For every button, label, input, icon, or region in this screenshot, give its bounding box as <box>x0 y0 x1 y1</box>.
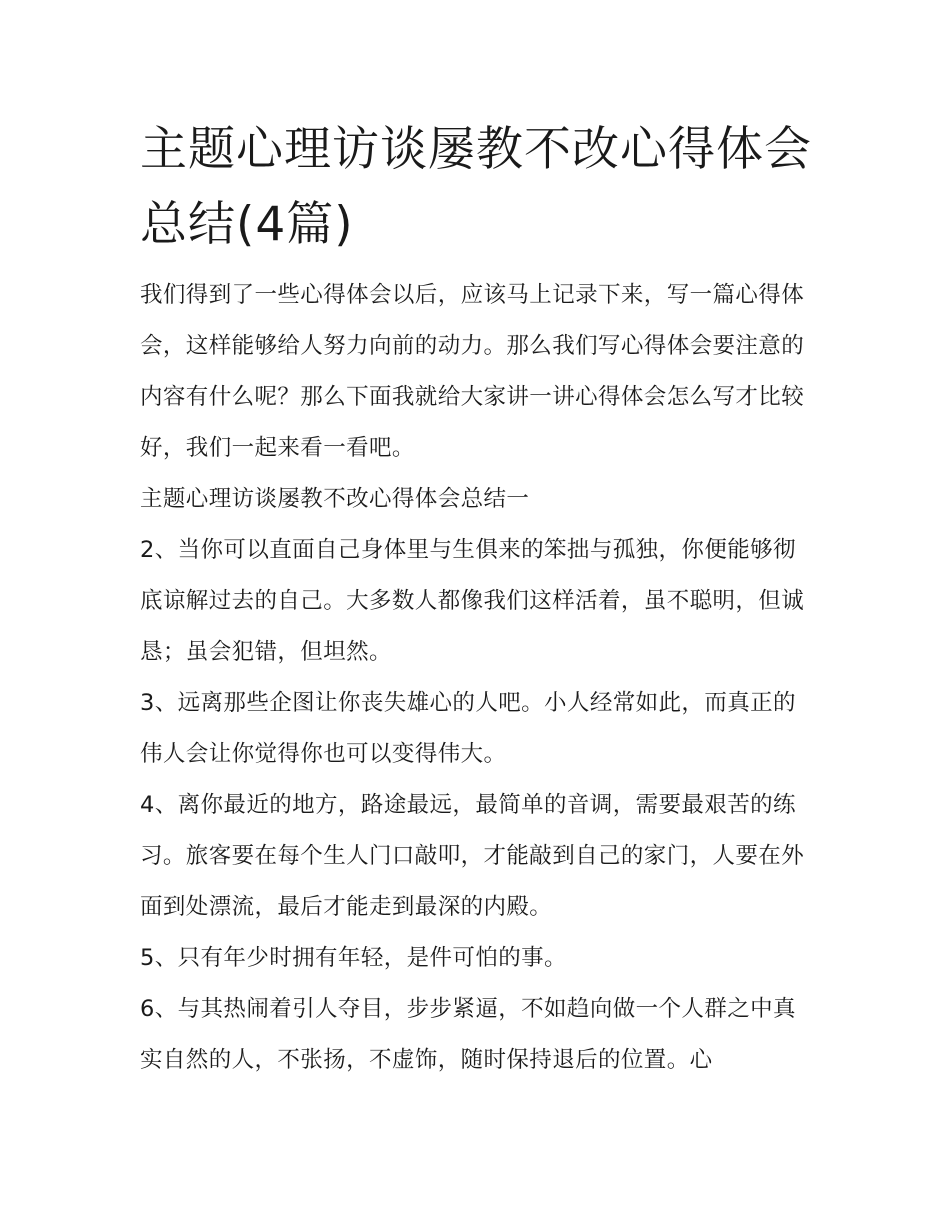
list-item: 5、只有年少时拥有年轻，是件可怕的事。 <box>140 945 567 971</box>
list-item: 3、远离那些企图让你丧失雄心的人吧。小人经常如此，而真正的伟人会让你觉得你也可以变得伟大。 <box>140 690 796 767</box>
list-item: 2、当你可以直面自己身体里与生俱来的笨拙与孤独，你便能够彻底谅解过去的自己。大多数人都像我们这样活着，虽不聪明，但诚恳；虽会犯错，但坦然。 <box>140 537 805 665</box>
document-page <box>140 112 812 1086</box>
section-heading: 主题心理访谈屡教不改心得体会总结一 <box>140 486 530 512</box>
list-item: 4、离你最近的地方，路途最远，最简单的音调，需要最艰苦的练习。旅客要在每个生人门口敲叩，才能敲到自己的家门，人要在外面到处漂流，最后才能走到最深的内殿。 <box>140 792 805 920</box>
list-item: 6、与其热闹着引人夺目，步步紧逼，不如趋向做一个人群之中真实自然的人，不张扬，不虚饰，随时保持退后的位置。心 <box>140 996 796 1073</box>
document-title: 主题心理访谈屡教不改心得体会总结(4篇) <box>140 122 812 252</box>
intro-paragraph: 我们得到了一些心得体会以后，应该马上记录下来，写一篇心得体会，这样能够给人努力向前的动力。那么我们写心得体会要注意的内容有什么呢？那么下面我就给大家讲一讲心得体会怎么写才比较好，我们一起来看一看吧。 <box>140 282 805 461</box>
